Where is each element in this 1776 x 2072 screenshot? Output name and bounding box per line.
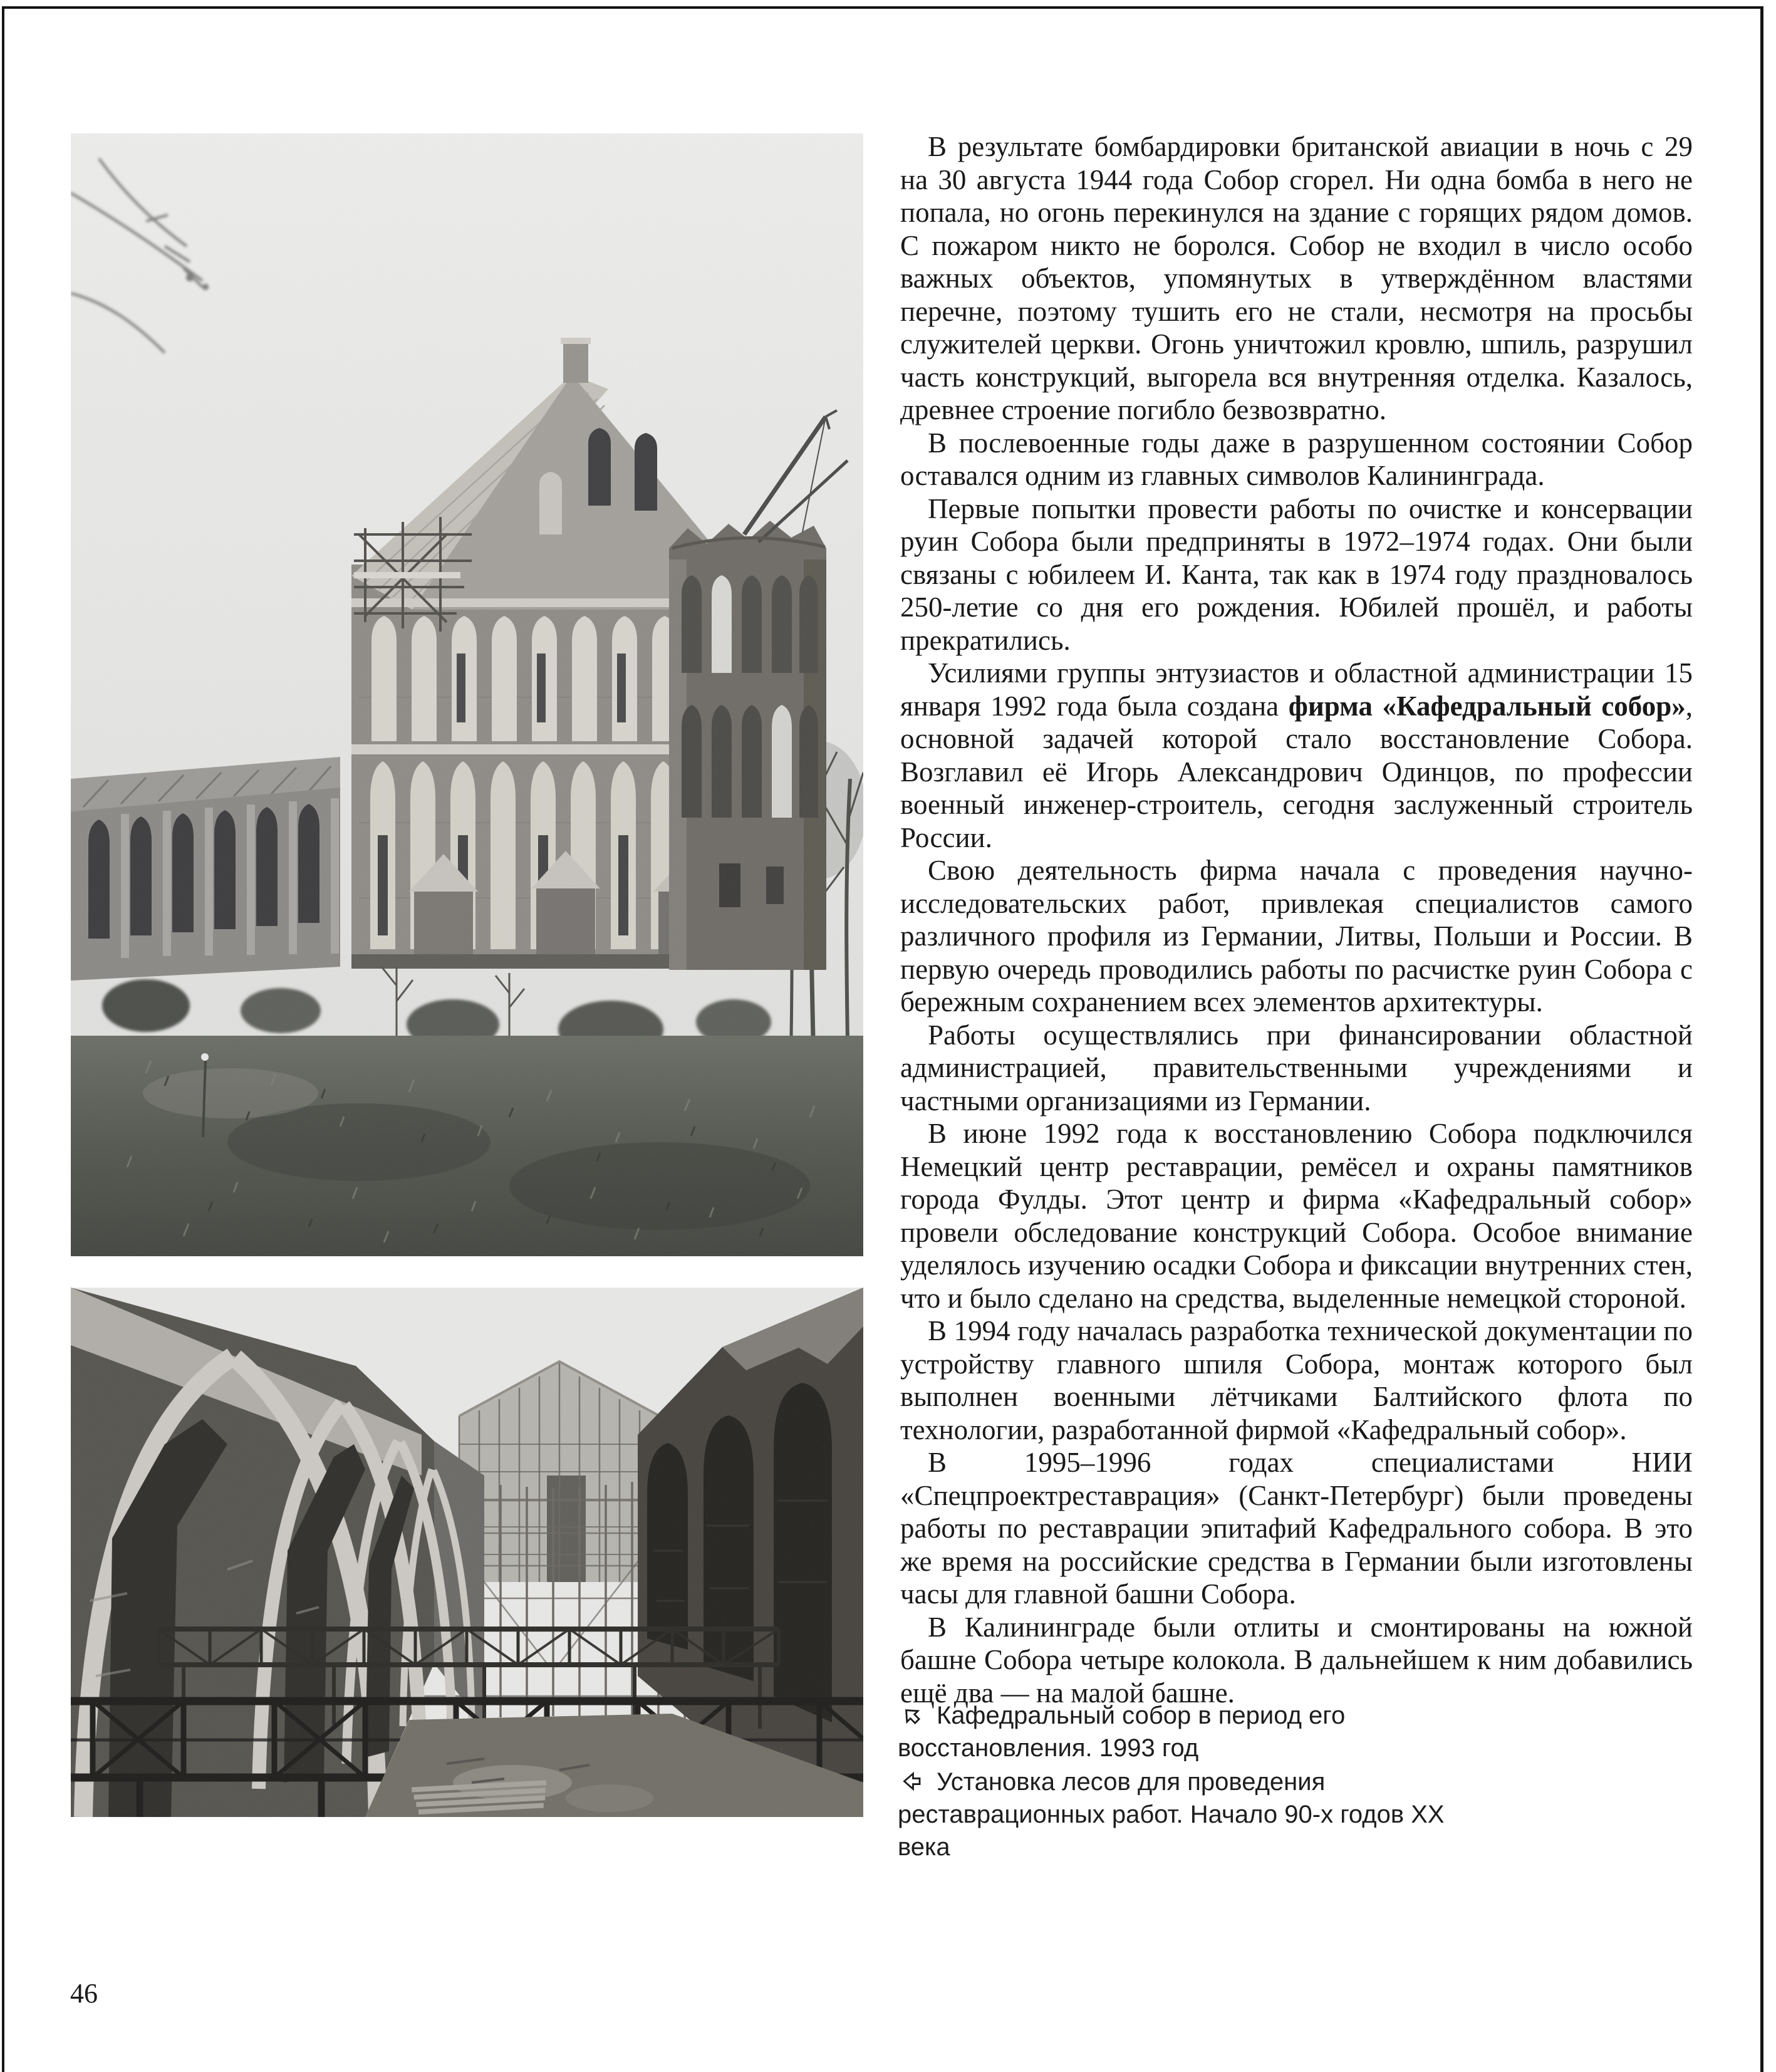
- paragraph-5: Свою деятельность фирма начала с проведения научно-исследовательских работ, привлекая специалистов самого различного профиля из Германии, Литвы, Польши и России. В первую очередь проводились работы по расчистке руин Собора с бережным сохранением всех элементов архитектуры.: [900, 855, 1693, 1018]
- firm-name-bold: фирма «Кафедральный собор»: [1288, 690, 1686, 722]
- paragraph-4: [900, 657, 1693, 854]
- paragraph-8: В 1994 году началась разработка технической документации по устройству главного шпиля Собора, монтаж которого был выполнен военными лётчиками Балтийского флота по технологии, разработанной фирмой «Кафедральный собор».: [900, 1315, 1693, 1445]
- photo-captions: [898, 1699, 1455, 1865]
- cathedral-exterior-illustration: [71, 133, 863, 1256]
- caption-bottom-photo-text: Установка лесов для проведения реставрационных работ. Начало 90-х годов XX века: [898, 1768, 1445, 1861]
- paragraph-4-end: , основной задачей которой стало восстановление Собора. Возглавил её Игорь Александрович Одинцов, по профессии военный инженер-строитель, сегодня заслуженный строитель России.: [900, 690, 1693, 853]
- caption-top-photo-text: Кафедральный собор в период его восстановления. 1993 год: [898, 1702, 1346, 1762]
- arrow-left-icon: [898, 1766, 937, 1798]
- paragraph-7: В июне 1992 года к восстановлению Собора подключился Немецкий центр реставрации, ремёсел и охраны памятников города Фулды. Этот центр и фирма «Кафедральный собор» провели обследование конструкций Собора. Особое внимание уделялось изучению осадки Собора и фиксации внутренних стен, что и было сделано на средства, выделенные немецкой стороной.: [900, 1118, 1693, 1314]
- paragraph-3: Первые попытки провести работы по очистке и консервации руин Собора были предприняты в 1972–1974 годах. Они были связаны с юбилеем И. Канта, так как в 1974 году праздновалось 250-летие со дня его рождения. Юбилей прошёл, и работы прекратились.: [900, 492, 1693, 656]
- article-text: [900, 130, 1693, 1709]
- paragraph-10: В Калининграде были отлиты и смонтированы на южной башне Собора четыре колокола. В дальнейшем к ним добавились ещё два — на малой башне.: [900, 1611, 1693, 1709]
- page-number: 46: [70, 1978, 98, 2009]
- paragraph-4-start: Усилиями группы энтузиастов и областной администрации 15 января 1992 года была создана: [900, 657, 1693, 722]
- caption-bottom-photo: [898, 1766, 1455, 1863]
- arrow-up-left-icon: [898, 1699, 937, 1732]
- paragraph-6: Работы осуществлялись при финансировании областной администрацией, правительственными учреждениями и частными организациями из Германии.: [900, 1019, 1693, 1117]
- paragraph-2: В послевоенные годы даже в разрушенном состоянии Собор оставался одним из главных символов Калининграда.: [900, 427, 1693, 491]
- scaffolding-interior-illustration: [71, 1288, 863, 1817]
- paragraph-9: В 1995–1996 годах специалистами НИИ «Спецпроектреставрация» (Санкт-Петербург) были проведены работы по реставрации эпитафий Кафедрального собора. В это же время на российские средства в Германии были изготовлены часы для главной башни Собора.: [900, 1447, 1693, 1610]
- photo-cathedral-exterior: [71, 133, 863, 1256]
- caption-top-photo: [898, 1699, 1455, 1764]
- photo-scaffolding-interior: [71, 1288, 863, 1817]
- paragraph-1: В результате бомбардировки британской авиации в ночь с 29 на 30 августа 1944 года Собор сгорел. Ни одна бомба в него не попала, но огонь перекинулся на здание с горящих рядом домов. С пожаром никто не боролся. Собор не входил в число особо важных объектов, упомянутых в утверждённом властями перечне, поэтому тушить его не стали, несмотря на просьбы служителей церкви. Огонь уничтожил кровлю, шпиль, разрушил часть конструкций, выгорела вся внутренняя отделка. Казалось, древнее строение погибло безвозвратно.: [900, 131, 1693, 425]
